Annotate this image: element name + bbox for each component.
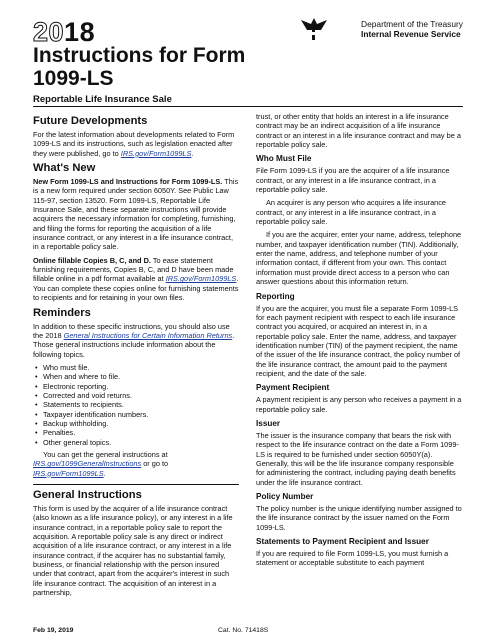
heading-future-developments: Future Developments — [33, 115, 148, 127]
future-paragraph: For the latest information about developments related to Form 1099-LS and its instructions, such as legislation enacted after they were published, go to IRS.gov/Form1099LS. — [33, 130, 235, 158]
who-paragraph: File Form 1099-LS if you are the acquirer of a life insurance contract, or any interest in a life insurance contract, in a reportable policy sale. — [256, 166, 450, 195]
general-paragraph: This form is used by the acquirer of a life insurance contract (also known as a life insurance policy), or any interest in a life insurance contract, in a reportable policy sale to report the acquisition. A reportable policy sale is any direct or indirect acquisition of a life insurance contract, or any interest in a life insurance contract, if the acquirer has no substantial family, business, or financial relationship with the person insured under that contract, apart from the acquirer's interest in such life insurance contract. The acquisition of an interest in a partnership, — [33, 504, 233, 598]
list-item: • Electronic reporting. — [43, 382, 239, 391]
payment-paragraph: A payment recipient is any person who receives a payment in a reportable policy sale. — [256, 395, 462, 414]
catalog-number: Cat. No. 71418S — [218, 627, 269, 634]
reporting-paragraph: If you are the acquirer, you must file a separate Form 1099-LS for each payment recipient with respect to each life insurance contract you acquired, or acquired an interest in, in a reportable policy sale. Enter the name, address, and taxpayer identification number (TIN) of the payment recipient, the name of the issuer of the life insurance contract, the policy number of the life insurance contract, the amount paid to the payment recipient, and the date of the sale. — [256, 303, 461, 378]
agency-name: Internal Revenue Service — [361, 29, 461, 39]
page-subtitle: Reportable Life Insurance Sale — [33, 94, 172, 105]
list-item: • Backup withholding. — [43, 419, 239, 428]
list-item: • Taxpayer identification numbers. — [43, 410, 239, 419]
list-item: • When and where to file. — [43, 372, 239, 381]
agency-block — [361, 19, 463, 39]
reminders-paragraph: In addition to these specific instructions, you should also use the 2018 General Instructions for Certain Information Returns. Those general instructions include information about the following topics. — [33, 321, 235, 359]
form-1099ls-link[interactable]: IRS.gov/Form1099LS — [165, 274, 237, 284]
heading-whats-new: What's New — [33, 162, 96, 175]
policy-paragraph: The policy number is the unique identifying number assigned to the life insurance contract by the issuer named on the Form 1099-LS. — [256, 504, 462, 532]
form-year: 2018 — [33, 17, 96, 47]
page-title: Instructions for Form 1099-LS — [33, 44, 246, 90]
heading-payment-recipient: Payment Recipient — [256, 383, 330, 393]
list-item: • Who must file. — [43, 363, 239, 372]
heading-who-must-file: Who Must File — [256, 154, 312, 164]
form-1099ls-link[interactable]: IRS.gov/Form1099LS — [33, 468, 104, 478]
heading-policy-number: Policy Number — [256, 492, 314, 501]
heading-statements: Statements to Payment Recipient and Issuer — [256, 537, 429, 547]
form-1099ls-link[interactable]: IRS.gov/Form1099LS — [120, 148, 192, 158]
right-column — [256, 112, 462, 572]
general-instructions-url-link[interactable]: IRS.gov/1099GeneralInstructions — [33, 459, 142, 469]
get-instructions-paragraph: You can get the general instructions at IRS.gov/1099GeneralInstructions or go to IRS.gov/Form1099LS. — [33, 449, 169, 478]
irs-eagle-logo-icon — [299, 16, 329, 42]
issuer-paragraph: The issuer is the insurance company that bears the risk with respect to the life insurance contract on the date a Form 1099-LS is required to be furnished under section 6050Y(a). Generally, this will be the life insurance company responsible for administering the contract, including paying death benefits under the life insurance contract. — [256, 430, 459, 487]
general-instructions-link[interactable]: General Instructions for Certain Information Returns — [63, 330, 233, 340]
topics-list — [33, 363, 239, 447]
new-form-paragraph: New Form 1099-LS and Instructions for Form 1099-LS. This is a new form required under section 6050Y. See Public Law 115-97, section 13520. Form 1099-LS, Reportable Life Insurance Sale, and these separate instructions will provide acquirers the necessary information for completing, furnishing, and filing the forms for reporting the acquisition of a life insurance contract, or any interest in a life insurance contract, in a reportable policy sale. — [33, 177, 239, 252]
acquirer-paragraph: An acquirer is any person who acquires a life insurance contract, or any interest in a life insurance contract, in a reportable policy sale. — [256, 198, 447, 227]
list-item: • Penalties. — [43, 428, 239, 437]
department-name: Department of the Treasury — [361, 19, 463, 29]
list-item: • Other general topics. — [43, 438, 239, 447]
left-column — [33, 112, 239, 601]
heading-reminders: Reminders — [33, 306, 91, 319]
revision-date: Feb 19, 2019 — [33, 627, 74, 634]
list-item: • Statements to recipients. — [43, 400, 239, 409]
heading-general-instructions: General Instructions — [33, 489, 142, 501]
statements-paragraph: If you are required to file Form 1099-LS, you must furnish a statement or acceptable substitute to each payment — [256, 549, 449, 568]
section-divider — [33, 484, 239, 485]
list-item: • Corrected and void returns. — [43, 391, 239, 400]
header-divider — [33, 106, 463, 107]
contact-paragraph: If you are the acquirer, enter your name, address, telephone number, and taxpayer identification number (TIN). Additionally, enter the name, address, and telephone number of your information contact, if different from your own. This contact information must provide direct access to a person who can answer questions about this information return. — [256, 230, 462, 287]
heading-reporting: Reporting — [256, 291, 295, 301]
heading-issuer: Issuer — [256, 418, 281, 428]
fillable-paragraph: Online fillable Copies B, C, and D. To ease statement furnishing requirements, Copies B, C, and D have been made fillable online in a pdf format available at IRS.gov/Form1099LS. You can complete these copies online for furnishing statements to recipients and for retaining in your own files. — [33, 255, 239, 303]
continued-paragraph: trust, or other entity that holds an interest in a life insurance contract may be an indirect acquisition of a life insurance contract or an interest in a life insurance contract and may be a reportable policy sale. — [256, 112, 461, 150]
